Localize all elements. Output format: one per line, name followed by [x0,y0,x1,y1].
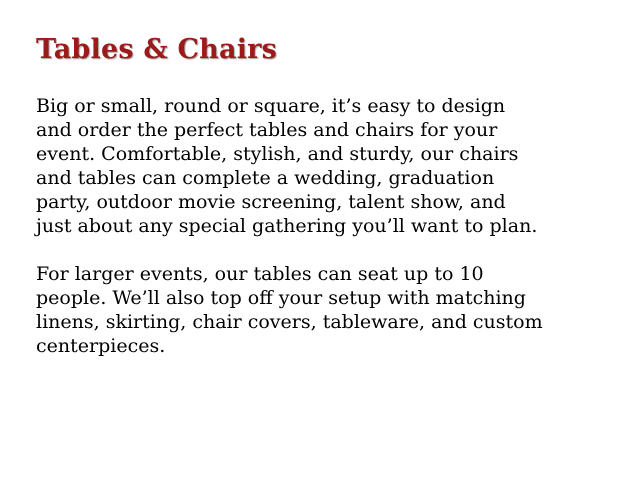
paragraph-1 [36,94,626,238]
paragraph-line: and tables can complete a wedding, graduation [36,167,495,189]
paragraph-line: Big or small, round or square, it’s easy to design [36,95,506,117]
paragraph-line: people. We’ll also top off your setup with matching [36,287,526,309]
paragraph-line: and order the perfect tables and chairs for your [36,119,498,141]
slide-title: Tables & Chairs [36,34,277,65]
paragraph-line: just about any special gathering you’ll want to plan. [36,215,538,237]
paragraph-spacer [36,238,626,262]
paragraph-2 [36,262,626,358]
paragraph-line: centerpieces. [36,335,166,357]
paragraph-line: event. Comfortable, stylish, and sturdy, our chairs [36,143,519,165]
paragraph-line: party, outdoor movie screening, talent show, and [36,191,506,213]
slide-body [36,94,626,358]
paragraph-line: linens, skirting, chair covers, tableware, and custom [36,311,543,333]
paragraph-line: For larger events, our tables can seat up to 10 [36,263,484,285]
